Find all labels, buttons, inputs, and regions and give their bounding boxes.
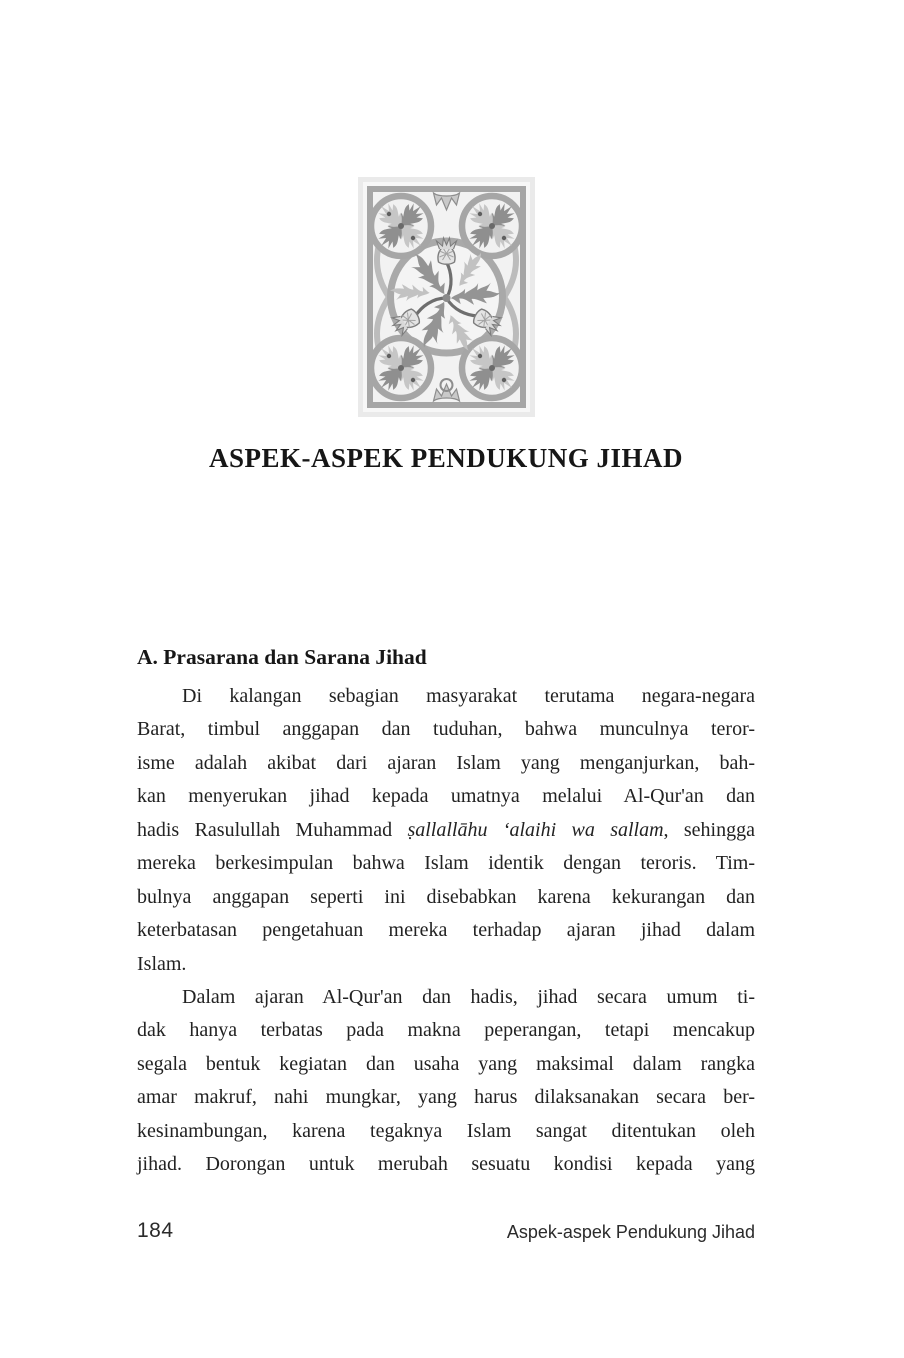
text-line (137, 1148, 755, 1181)
footer-running-title: Aspek-aspek Pendukung Jihad (506, 1222, 755, 1242)
text-segment: dak hanya terbatas pada makna peperangan, tetapi mencakup (137, 1019, 755, 1042)
text-line (137, 1115, 755, 1148)
text-line (137, 881, 755, 914)
footer-page-number: 184 (137, 1219, 174, 1242)
text-segment: Islam. (137, 952, 187, 975)
text-segment: , sehingga (663, 818, 755, 841)
text-segment: isme adalah akibat dari ajaran Islam yang menganjurkan, bah- (137, 751, 755, 774)
text-segment: hadis Rasulullah Muhammad (137, 818, 408, 841)
body-text (137, 680, 755, 1182)
text-segment: keterbatasan pengetahuan mereka terhadap ajaran jihad dalam (137, 919, 755, 942)
text-segment: amar makruf, nahi mungkar, yang harus dilaksanakan secara ber- (137, 1086, 755, 1109)
text-line (137, 847, 755, 880)
text-segment: bulnya anggapan seperti ini disebabkan karena kekurangan dan (137, 885, 755, 908)
text-line (137, 1014, 755, 1047)
section-heading: A. Prasarana dan Sarana Jihad (137, 645, 427, 669)
text-segment: Dalam ajaran Al-Qur'an dan hadis, jihad secara umum ti- (182, 985, 755, 1008)
text-line (137, 680, 755, 713)
text-line (137, 747, 755, 780)
arabic-transliteration-italic: ṣallallāhu ‘alaihi wa sallam (407, 818, 664, 841)
text-line (137, 780, 755, 813)
text-line (137, 713, 755, 746)
text-line (137, 914, 755, 947)
text-segment: jihad. Dorongan untuk merubah sesuatu kondisi kepada yang (137, 1153, 755, 1176)
text-segment: segala bentuk kegiatan dan usaha yang maksimal dalam rangka (137, 1052, 755, 1075)
text-segment: Barat, timbul anggapan dan tuduhan, bahwa munculnya teror- (137, 718, 755, 741)
text-line (137, 981, 755, 1014)
text-segment: mereka berkesimpulan bahwa Islam identik dengan teroris. Tim- (137, 852, 755, 875)
chapter-title: ASPEK-ASPEK PENDUKUNG JIHAD (208, 443, 684, 473)
text-line (137, 814, 755, 847)
text-segment: kan menyerukan jihad kepada umatnya melalui Al-Qur'an dan (137, 785, 755, 808)
text-line (137, 1048, 755, 1081)
text-segment: Di kalangan sebagian masyarakat terutama negara-negara (182, 685, 755, 707)
text-line (137, 1081, 755, 1114)
text-line (137, 948, 755, 981)
floral-thistle-ornament-image (358, 177, 535, 417)
ornament-svg (358, 177, 535, 417)
text-segment: kesinambungan, karena tegaknya Islam sangat ditentukan oleh (137, 1119, 755, 1142)
